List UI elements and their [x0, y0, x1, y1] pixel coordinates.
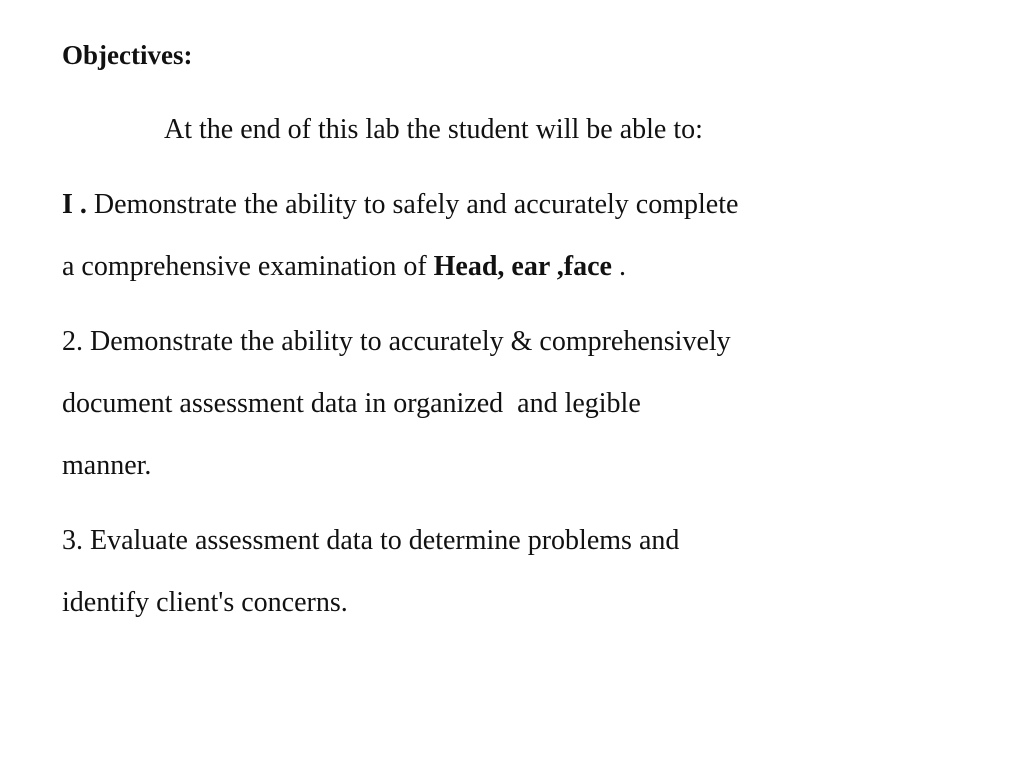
objective-1-bold-topic: Head, ear ,face	[433, 251, 612, 282]
objective-3-line-2: identify client's concerns.	[62, 587, 348, 618]
objective-2-line-1	[62, 324, 731, 360]
objective-2-number: 2.	[62, 326, 83, 357]
objectives-heading: Objectives:	[62, 40, 193, 70]
objective-2-text: Demonstrate the ability to accurately & comprehensively	[90, 326, 731, 357]
objective-1-text-prefix: a comprehensive examination of	[62, 251, 427, 282]
objective-3-text: Evaluate assessment data to determine problems and	[90, 525, 680, 556]
objective-2-line-2: document assessment data in organized and legible	[62, 388, 641, 419]
intro-text: At the end of this lab the student will be able to:	[164, 114, 703, 145]
objective-1-line-1	[62, 187, 738, 223]
objective-1-number: I .	[62, 189, 87, 220]
objective-3-number: 3.	[62, 525, 83, 556]
objective-1-text-suffix: .	[618, 251, 626, 282]
objective-3-line-1	[62, 523, 679, 559]
objective-2-line-3: manner.	[62, 450, 152, 481]
objective-1-text: Demonstrate the ability to safely and accurately complete	[93, 189, 739, 220]
objective-1-line-2	[62, 249, 626, 285]
